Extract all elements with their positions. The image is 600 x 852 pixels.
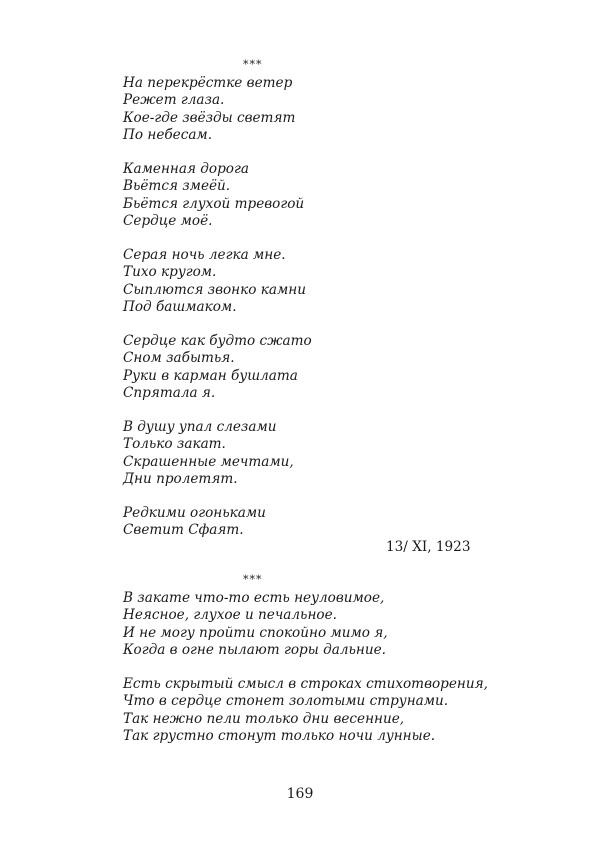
stanza: [123, 590, 388, 660]
poem-line: Бьётся глухой тревогой: [123, 195, 305, 212]
poem-line: Дни пролетят.: [123, 471, 238, 488]
stanza: [123, 419, 294, 489]
poem-line: Скрашенные мечтами,: [123, 453, 294, 470]
poem-line: Вьётся змеёй.: [123, 178, 231, 195]
poem-line: Сном забытья.: [123, 350, 235, 367]
poem-line: Сердце как будто сжато: [123, 333, 312, 349]
poem-line: Тихо кругом.: [123, 264, 217, 281]
poem-line: Под башмаком.: [123, 299, 237, 316]
poem-line: Только закат.: [123, 436, 226, 453]
poem-line: В закате что-то есть неуловимое,: [123, 590, 385, 606]
stanza: [123, 505, 266, 540]
poem-2-separator: ***: [243, 573, 263, 586]
poem-line: В душу упал слезами: [123, 419, 277, 435]
poem-line: Сыплются звонко камни: [123, 281, 306, 298]
poem-date: 13/ XI, 1923: [386, 539, 471, 555]
poem-1-separator: ***: [243, 58, 263, 71]
stanza: [123, 333, 312, 403]
poem-line: Когда в огне пылают горы дальние.: [123, 642, 386, 659]
poem-line: По небесам.: [123, 127, 213, 144]
page-number: 169: [286, 786, 314, 802]
poem-line: Так грустно стонут только ночи лунные.: [123, 728, 436, 745]
poem-line: Кое-где звёзды светят: [123, 109, 296, 126]
poem-line: Так нежно пели только дни весенние,: [123, 710, 405, 727]
poem-line: Неясное, глухое и печальное.: [123, 607, 337, 624]
stanza: [123, 75, 295, 145]
poem-line: Светит Сфаят.: [123, 522, 244, 539]
poem-line: Каменная дорога: [123, 161, 249, 177]
poem-line: Сердце моё.: [123, 213, 213, 230]
poem-line: Режет глаза.: [123, 92, 225, 109]
poem-line: На перекрёстке ветер: [123, 75, 293, 91]
stanza: [123, 676, 488, 746]
poem-line: Есть скрытый смысл в строках стихотворения,: [123, 676, 488, 692]
poem-line: И не могу пройти спокойно мимо я,: [123, 624, 388, 641]
poem-line: Редкими огоньками: [123, 505, 266, 521]
poem-line: Серая ночь легка мне.: [123, 247, 286, 263]
stanza: [123, 247, 306, 317]
stanza: [123, 161, 304, 231]
poem-line: Что в сердце стонет золотыми струнами.: [123, 693, 449, 710]
poem-line: Спрятала я.: [123, 385, 216, 402]
poem-line: Руки в карман бушлата: [123, 367, 298, 384]
